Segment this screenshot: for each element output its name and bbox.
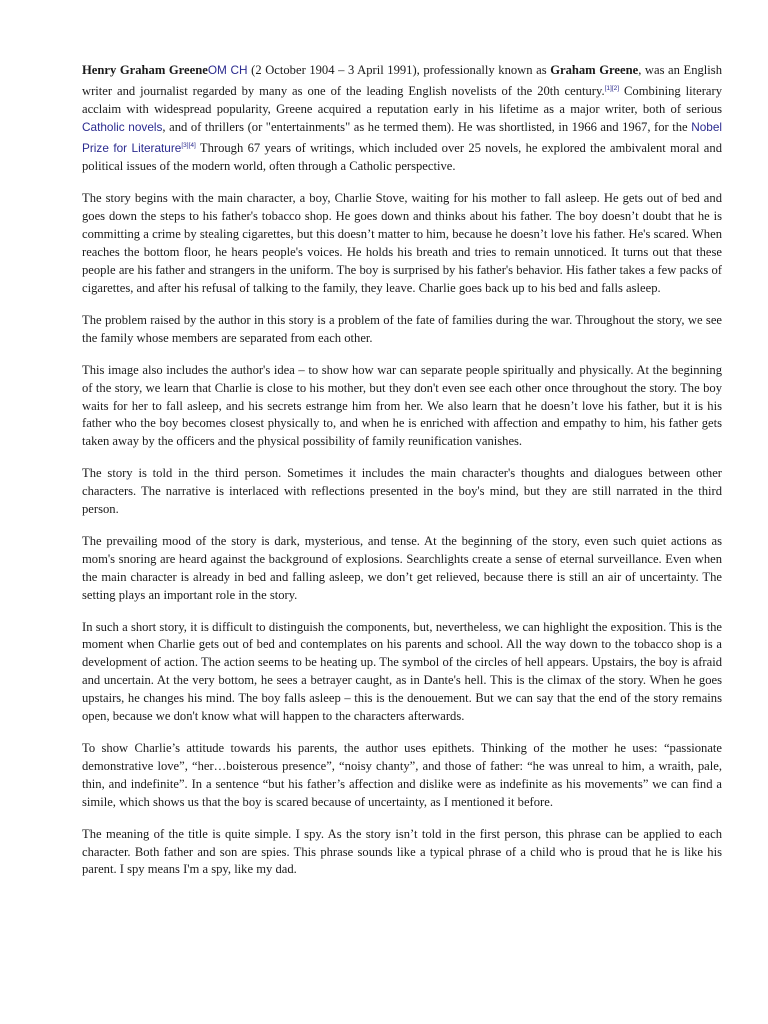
paragraph-problem: The problem raised by the author in this story is a problem of the fate of families during the war. Throughout the story, we see the family whose members are separated from each other.: [82, 312, 722, 345]
intro-paragraph: [82, 62, 722, 175]
paragraph-author-idea: This image also includes the author's idea – to show how war can separate people spiritually and physically. At the beginning of the story, we learn that Charlie is close to his mother, but they don't even see each other once throughout the story. The boy waits for her to fall asleep, and his secrets estrange him from her. We also learn that he doesn’t love his father, but it is his father who the boy becomes closest physically to, and when he is enriched with affection and empathy to him, his father gets taken away by the officers and the physical possibility of family reunification vanishes.: [82, 362, 722, 449]
honours-link[interactable]: OM CH: [207, 63, 248, 77]
paragraph-structure: In such a short story, it is difficult to distinguish the components, but, nevertheless, we can highlight the exposition. This is the moment when Charlie gets out of bed and contemplates on his parents and school. All the way down to the tobacco shop is a development of action. The action seems to be heating up. The symbol of the circles of hell appears. Upstairs, the boy is afraid and uncertain. At the very bottom, he sees a betrayer caught, as in Dante's hell. This is the climax of the story. When he goes upstairs, he changes his mind. The boy falls asleep – this is the denouement. But we can say that the end of the story remains open, because we don't know what will happen to the characters afterwards.: [82, 619, 722, 724]
intro-dates: (2 October 1904 – 3 April 1991), professionally known as: [247, 63, 551, 77]
pen-name: Graham Greene: [550, 63, 639, 77]
intro-text-1: , was an English writer and journalist regarded by many as one of the leading English novelists of the 20th century.: [82, 63, 722, 98]
intro-text-4: Through 67 years of writings, which included over 25 novels, he explored the ambivalent moral and political issues of the modern world, often through a Catholic perspective.: [82, 140, 722, 173]
reference-link-2[interactable]: [3][4]: [181, 141, 196, 149]
paragraph-plot-summary: The story begins with the main character, a boy, Charlie Stove, waiting for his mother to fall asleep. He gets out of bed and goes down the steps to his father's tobacco shop. He goes down and thinks about his father. The boy doesn’t doubt that he is committing a crime by stealing cigarettes, but this doesn’t matter to him, because he doesn’t love his father. He's scared. When reaches the bottom floor, he hears people's voices. He holds his breath and tries to remain unnoticed. It turns out that these people are his father and strangers in the uniform. The boy is surprised by his father's behavior. His father takes a few packs of cigarettes, and after his refusal of talking to the family, they leave. Charlie goes back up to his bed and falls asleep.: [82, 191, 722, 295]
paragraph-title-meaning: The meaning of the title is quite simple. I spy. As the story isn’t told in the first person, this phrase can be applied to each character. Both father and son are spies. This phrase sounds like a typical phrase of a child who is proud that he is like his parent. I spy means I'm a spy, like my dad.: [82, 826, 722, 877]
paragraph-narration: The story is told in the third person. Sometimes it includes the main character's thoughts and dialogues between other characters. The narrative is interlaced with reflections presented in the boy's mind, but they are still narrated in the third person.: [82, 466, 722, 517]
intro-text-2: Combining literary acclaim with widespread popularity, Greene acquired a reputation early in his lifetime as a major writer, both of serious: [82, 83, 722, 116]
nobel-prize-link[interactable]: Nobel Prize for Literature: [82, 119, 723, 155]
paragraph-stylistic-devices: To show Charlie’s attitude towards his parents, the author uses epithets. Thinking of the mother he uses: “passionate demonstrative love”, “her…boisterous presence”, “noisy chanty”, and those of father: “he was unreal to him, a wraith, pale, thin, and indefinite”. In a sentence “but his father’s affection and dislike were as indefinite as his movements” we can find a simile, which shows us that the boy is scared because of uncertainty, as I mentioned it before.: [82, 741, 722, 809]
reference-link-1[interactable]: [1][2]: [604, 84, 620, 92]
subject-name: Henry Graham Greene: [82, 63, 208, 77]
intro-text-3: , and of thrillers (or "entertainments" as he termed them). He was shortlisted, in 1966 and 1967, for the: [162, 119, 692, 134]
catholic-novels-link[interactable]: Catholic novels: [82, 119, 163, 134]
paragraph-mood: The prevailing mood of the story is dark, mysterious, and tense. At the beginning of the story, even such quiet actions as mom's snoring are heard against the background of explosions. Searchlights create a sense of eternal surveillance. Even when the main character is already in bed and falling asleep, we don’t get relieved, because there is still an air of uncertainty. The setting plays an important role in the story.: [82, 533, 722, 602]
